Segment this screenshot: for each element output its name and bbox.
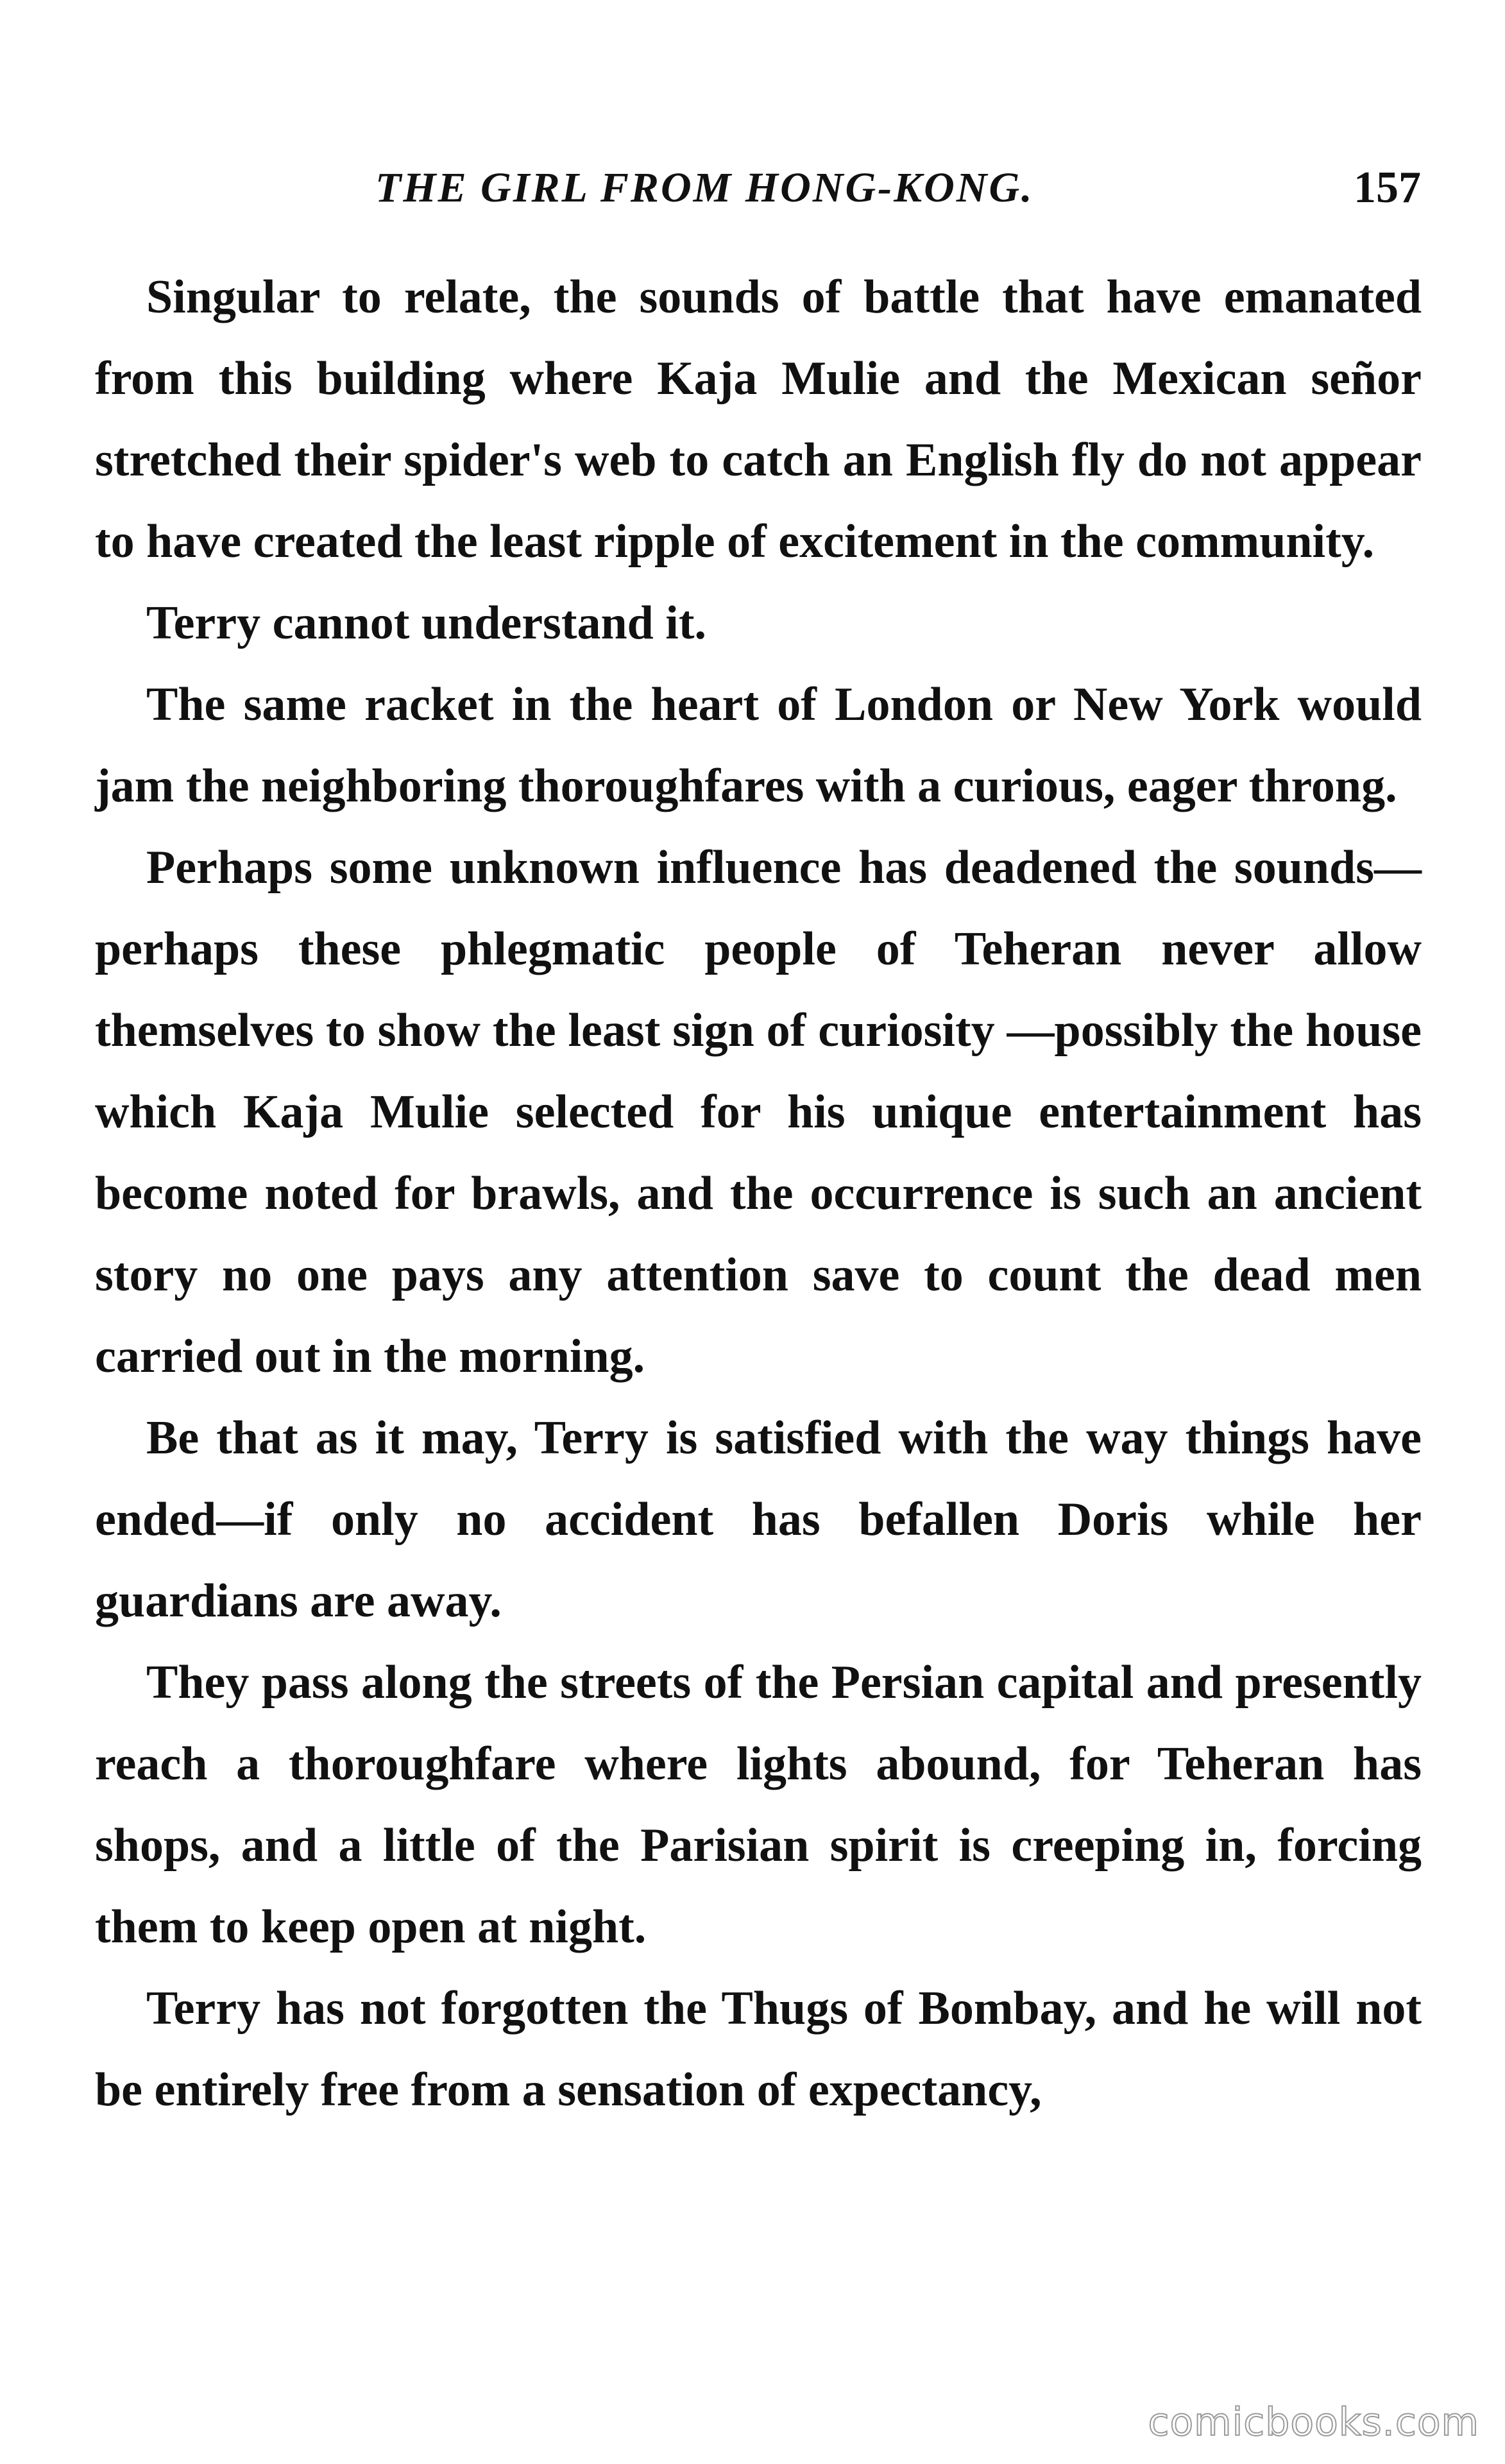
paragraph: Terry cannot understand it.: [146, 597, 707, 649]
running-title: THE GIRL FROM HONG-KONG.: [375, 164, 1034, 211]
watermark: comicbooks.com: [1148, 2400, 1479, 2445]
paragraph: Be that as it may, Terry is satisfied with the way things have ended—if only no accident has befallen Doris while her guardians are away.: [95, 1412, 1422, 1627]
page-number: 157: [1354, 163, 1421, 212]
paragraph: Singular to relate, the sounds of battle that have emanated from this building where Kaja Mulie and the Mexican señor stretched their spider's web to catch an English fly do not appear to have created the least ripple of excitement in the community.: [95, 271, 1422, 568]
paragraph: The same racket in the heart of London or New York would jam the neighboring thoroughfares with a curious, eager throng.: [95, 678, 1422, 812]
body-text: [95, 257, 1422, 2131]
running-head: [93, 159, 1427, 217]
paragraph: Terry has not forgotten the Thugs of Bombay, and he will not be entirely free from a sensation of expectancy,: [95, 1982, 1422, 2116]
paragraph: They pass along the streets of the Persian capital and presently reach a thoroughfare where lights abound, for Teheran has shops, and a little of the Parisian spirit is creeping in, forcing them to keep open at night.: [95, 1656, 1422, 1953]
paragraph: Perhaps some unknown influence has deadened the sounds—perhaps these phlegmatic people of Teheran never allow themselves to show the least sign of curiosity —possibly the house which Kaja Mulie selected for his unique entertainment has become noted for brawls, and the occurrence is such an ancient story no one pays any attention save to count the dead men carried out in the morning.: [95, 841, 1422, 1383]
